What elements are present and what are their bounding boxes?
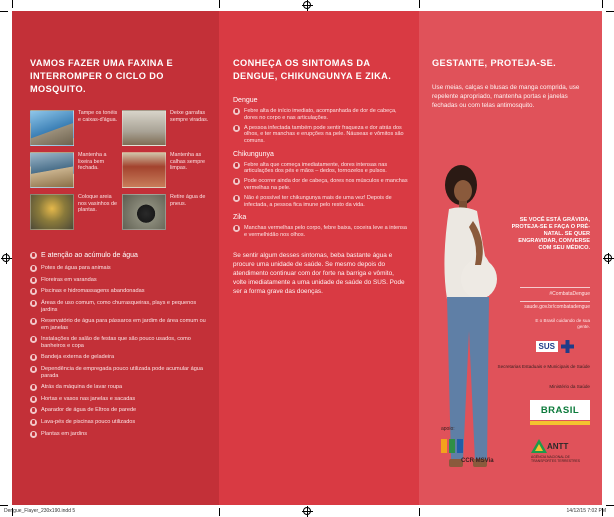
pregnant-intro: Use meias, calças e blusas de manga comprida, use repelente apropriado, mantenha portas e janelas fechadas ou com telas antimosquito. [432, 84, 580, 109]
list-item: Instalações de salão de festas que são pouco usados, como banheiros e copa [30, 336, 209, 350]
water-drop-icon [30, 431, 37, 438]
prevention-item [122, 152, 212, 188]
hashtag: #CombataDengue [549, 291, 590, 297]
water-drop-icon [30, 336, 37, 343]
prevention-item-label: Tampe os tonéis e caixas-d'água. [78, 110, 118, 123]
list-item: Lava-pés de piscinas pouco utilizados [30, 419, 209, 426]
print-filename: Dengue_Flayer_230x190.indd 5 [4, 508, 76, 514]
water-drop-icon [30, 384, 37, 391]
water-drop-icon [30, 396, 37, 403]
mosquito-bullet-icon [233, 178, 240, 185]
water-drop-icon [30, 366, 37, 373]
water-drop-icon [30, 354, 37, 361]
bottles-image [122, 110, 166, 146]
mosquito-bullet-icon [233, 162, 240, 169]
ministerio-label: Ministério da Saúde [549, 384, 590, 389]
crop-mark [12, 0, 13, 8]
crop-mark [606, 11, 614, 12]
sus-cross-icon [561, 340, 574, 353]
registration-mark [303, 507, 311, 515]
ccr-logo: CCR MSVia [461, 458, 494, 464]
list-item: Potes de água para animais [30, 265, 209, 272]
trash-bin-image [30, 152, 74, 188]
crop-mark [0, 11, 8, 12]
water-drop-icon [30, 300, 37, 307]
water-drop-icon [30, 277, 37, 284]
prevention-item [122, 110, 212, 146]
campaign-url: saude.gov.br/combatadengue [524, 304, 590, 310]
antt-logo: ANTT [547, 442, 569, 451]
fold-mark [419, 508, 420, 516]
tagline: E o Brasil cuidando de sua gente. [535, 318, 590, 329]
list-item: Piscinas e hidromassagens abandonadas [30, 288, 209, 295]
symptoms-advice: Se sentir algum desses sintomas, beba bastante água e procure uma unidade de saúde. Se mesmo depois do atendimento continuar com dor forte na barriga e vômito, volte imediatamente a uma unidade de saúde do SUS. Pode ser a forma grave das doenças. [233, 251, 405, 295]
panel-pregnant [419, 11, 602, 505]
water-tank-image [30, 110, 74, 146]
divider [520, 287, 590, 288]
crop-mark [602, 0, 603, 8]
list-item: Hortas e vasos nas janelas e sacadas [30, 396, 209, 403]
plant-pots-image [30, 194, 74, 230]
crop-mark [12, 508, 13, 516]
pregnant-woman-photo [427, 161, 513, 481]
dengue-symptom-list [233, 108, 409, 145]
panel-symptoms-title: CONHEÇA OS SINTOMAS DA DENGUE, CHIKUNGUNYA E ZIKA. [233, 58, 392, 81]
water-drop-icon [30, 419, 37, 426]
fold-mark [219, 0, 220, 8]
list-item: Plantas em jardins [30, 431, 209, 438]
panel-cleanup [12, 11, 219, 505]
zika-symptom-list [233, 225, 409, 238]
prevention-item [30, 152, 120, 188]
list-item: Febre alta de início imediato, acompanhada de dor de cabeça, dores no corpo e nas articulações. [233, 108, 409, 121]
panel-cleanup-title: VAMOS FAZER UMA FAXINA E INTERROMPER O CICLO DO MOSQUITO. [30, 58, 173, 94]
crop-mark [0, 505, 8, 506]
list-item: Bandeja externa de geladeira [30, 354, 209, 361]
registration-mark [2, 254, 10, 262]
antt-logo-icon [531, 439, 547, 453]
list-item: Aparador de água de Eltros de parede [30, 407, 209, 414]
mosquito-bullet-icon [233, 125, 240, 132]
disease-name-chikungunya: Chikungunya [233, 150, 274, 158]
tires-image [122, 194, 166, 230]
water-warning-heading-text: E atenção ao acúmulo de água [41, 252, 138, 259]
disease-name-dengue: Dengue [233, 97, 258, 104]
standing-water-list [30, 265, 209, 438]
registration-mark [604, 254, 612, 262]
secretarias-label: Secretarias Estaduais e Municipais de Saúde [497, 364, 590, 369]
fold-mark [419, 0, 420, 8]
mosquito-bullet-icon [233, 195, 240, 202]
list-item: Pode ocorrer ainda dor de cabeça, dores nos músculos e manchas vermelhas na pele. [233, 178, 409, 191]
pregnancy-call-to-action: SE VOCÊ ESTÁ GRÁVIDA, PROTEJA-SE E FAÇA O PRÉ-NATAL. SE QUER ENGRAVIDAR, CONVERSE COM SEU MÉDICO. [511, 217, 590, 251]
prevention-item [122, 194, 212, 230]
mosquito-bullet-icon [233, 108, 240, 115]
prevention-item [30, 194, 120, 230]
sus-logo: SUS [536, 341, 558, 352]
list-item: Floreiras em varandas [30, 277, 209, 284]
prevention-item-label: Coloque areia nos vasinhos de plantas. [78, 194, 117, 214]
antt-subtitle: AGÊNCIA NACIONAL DE TRANSPORTES TERRESTRES [531, 455, 581, 463]
prevention-item-label: Mantenha as calhas sempre limpas. [170, 152, 206, 172]
list-item: Áreas de uso comum, como churrasqueiras, plays e pequenos jardins [30, 300, 209, 314]
gutter-image [122, 152, 166, 188]
mosquito-bullet-icon [233, 225, 240, 232]
list-item: Febre alta que começa imediatamente, dores intensas nas articulações dos pés e mãos – dedos, tornozelos e pulsos. [233, 162, 409, 175]
disease-name-zika: Zika [233, 214, 247, 222]
water-drop-icon [30, 318, 37, 325]
list-item: Atrás da máquina de lavar roupa [30, 384, 209, 391]
list-item: Manchas vermelhas pelo corpo, febre baixa, coceira leve a intensa e vermelhidão nos olhos. [233, 225, 409, 238]
water-drop-icon [30, 288, 37, 295]
registration-mark [303, 1, 311, 9]
divider [520, 301, 590, 302]
water-warning-heading [30, 252, 209, 259]
list-item: A pessoa infectada também pode sentir fraqueza e dor atrás dos olhos, e ter manchas e erupções na pele. Náuseas e vômitos são comuns. [233, 125, 409, 145]
chikungunya-symptom-list [233, 162, 409, 209]
brasil-logo: BRASIL [530, 400, 590, 420]
brasil-logo-stripe [530, 421, 590, 425]
brochure-sheet [12, 11, 602, 505]
prevention-item-label: Deixe garrafas sempre viradas. [170, 110, 209, 123]
print-timestamp: 14/12/15 7:02 PM [566, 508, 606, 514]
list-item: Não é possível ter chikungunya mais de uma vez! Depois de infectada, a pessoa fica imune pelo resto da vida. [233, 195, 409, 208]
crop-mark [606, 505, 614, 506]
ccr-logo-icon [441, 439, 471, 453]
support-label: apoio: [441, 426, 455, 432]
water-drop-icon [30, 265, 37, 272]
list-item: Reservatório de água para pássaros em jardim de área comum ou em janelas [30, 318, 209, 332]
list-item: Dependência de empregada pouco utilizada pode acumular água parada [30, 366, 209, 380]
prevention-item-label: Retire água de pneus. [170, 194, 206, 207]
panel-symptoms [219, 11, 419, 505]
water-drop-icon [30, 407, 37, 414]
prevention-item [30, 110, 120, 146]
water-drop-icon [30, 252, 37, 259]
panel-pregnant-title: GESTANTE, PROTEJA-SE. [432, 58, 557, 68]
prevention-item-label: Mantenha a lixeira bem fechada. [78, 152, 107, 172]
fold-mark [219, 508, 220, 516]
crop-mark [602, 508, 603, 516]
prevention-grid [30, 110, 209, 230]
